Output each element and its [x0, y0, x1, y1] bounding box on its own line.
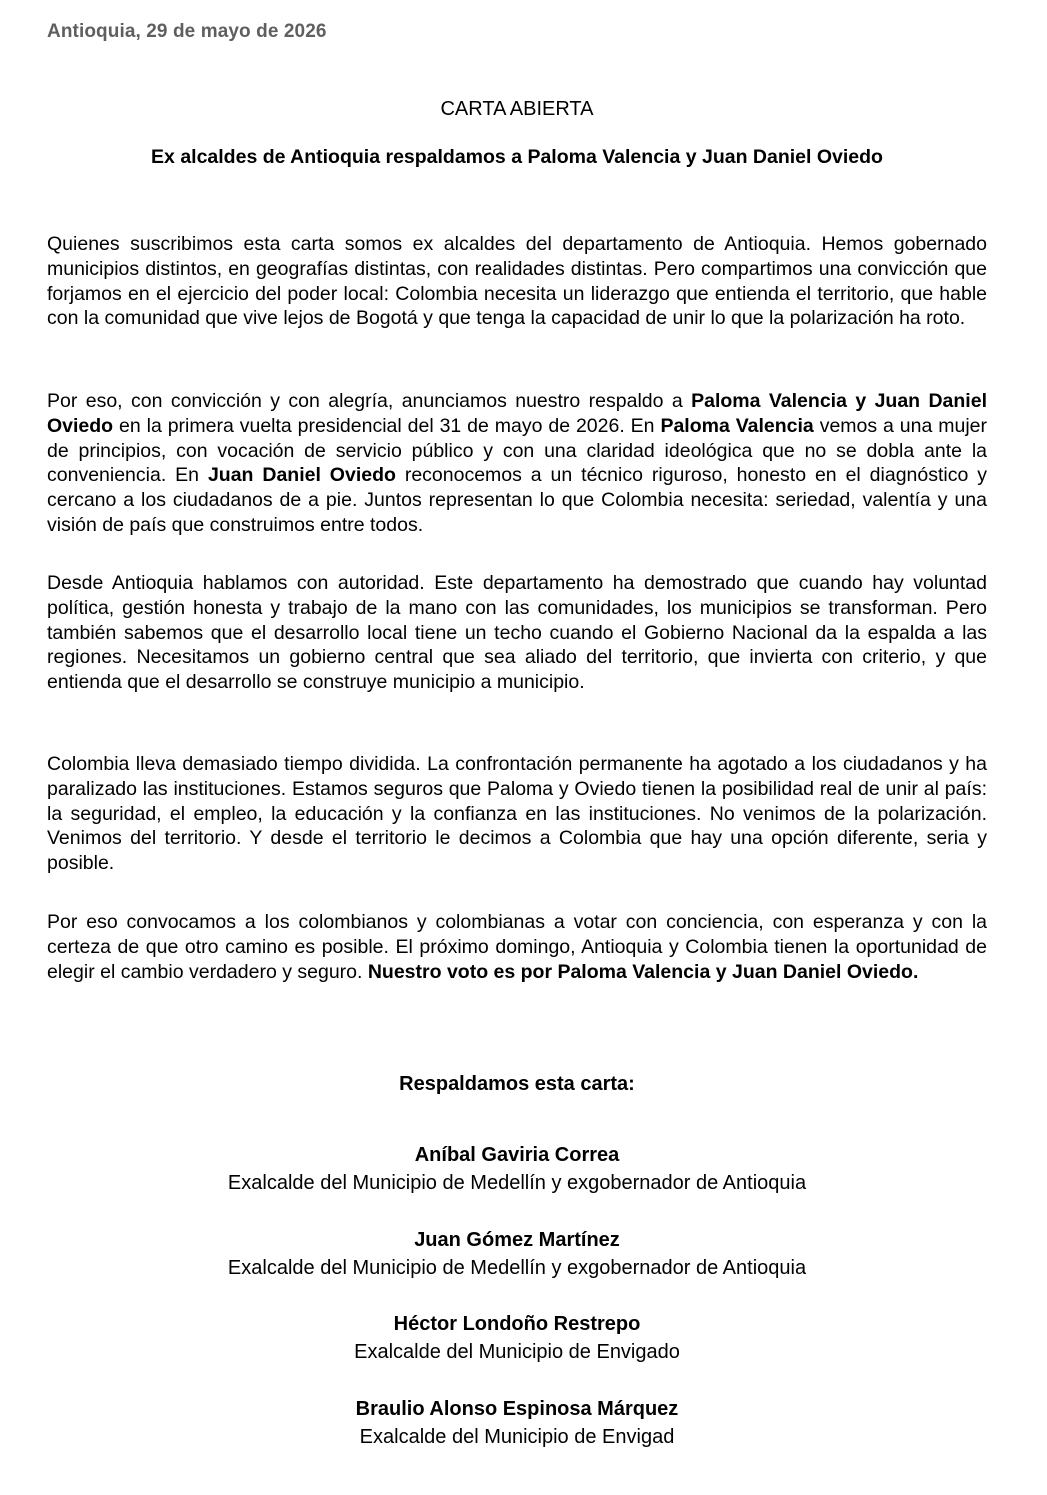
signatory-name: Aníbal Gaviria Correa: [414, 1144, 620, 1166]
candidate-oviedo-bold: Juan Daniel Oviedo: [207, 464, 396, 487]
paragraph-2-text: vemos a una mujer de principios, con vocación de servicio público y con una claridad ideológica que no se dobla ante la conveniencia. En: [47, 414, 987, 487]
paragraph-1: Quienes suscribimos esta carta somos ex alcaldes del departamento de Antioquia. Hemos gobernado municipios distintos, en geografías distintas, con realidades distintas. Pero compartimos una convicción que forjamos en el ejercicio del poder local: Colombia necesita un liderazgo que entienda el territorio, que hable con la comunidad que vive lejos de Bogotá y que tenga la capacidad de unir lo que la polarización ha roto.: [47, 233, 987, 330]
signatory-role: Exalcalde del Municipio de Medellín y exgobernador de Antioquia: [227, 1172, 807, 1194]
paragraph-2-text: reconocemos a un técnico riguroso, honesto en el diagnóstico y cercano a los ciudadanos de a pie. Juntos representan lo que Colombia necesita: seriedad, valentía y una visión de país que construimos entre todos.: [47, 464, 987, 536]
paragraph-2: [47, 389, 987, 538]
signatory-role: Exalcalde del Municipio de Envigado: [354, 1341, 680, 1363]
candidates-bold: Paloma Valencia y Juan Daniel Oviedo: [47, 390, 987, 437]
signatory-name: Braulio Alonso Espinosa Márquez: [355, 1398, 679, 1420]
signature-block: [0, 1395, 1034, 1451]
signature-block: [0, 1226, 1034, 1282]
dateline: Antioquia, 29 de mayo de 2026: [47, 21, 327, 42]
signature-block: [0, 1310, 1034, 1366]
signatures-heading: Respaldamos esta carta:: [399, 1073, 635, 1095]
letter-subtitle: Ex alcaldes de Antioquia respaldamos a Paloma Valencia y Juan Daniel Oviedo: [151, 146, 883, 168]
paragraph-4: Colombia lleva demasiado tiempo dividida. La confrontación permanente ha agotado a los ciudadanos y ha paralizado las instituciones. Estamos seguros que Paloma y Oviedo tienen la posibilidad real de unir al país: la seguridad, el empleo, la educación y la confianza en las instituciones. No venimos de la polarización. Venimos del territorio. Y desde el territorio le decimos a Colombia que hay una opción diferente, seria y posible.: [47, 753, 987, 875]
paragraph-2-text: en la primera vuelta presidencial del 31 de mayo de 2026. En: [113, 414, 661, 437]
paragraph-2-text: Por eso, con convicción y con alegría, anunciamos nuestro respaldo a: [47, 390, 692, 412]
vote-statement-bold: Nuestro voto es por Paloma Valencia y Juan Daniel Oviedo.: [367, 960, 919, 983]
signatory-role: Exalcalde del Municipio de Medellín y exgobernador de Antioquia: [227, 1257, 807, 1279]
paragraph-5: [47, 910, 987, 984]
paragraph-5-text: Por eso convocamos a los colombianos y colombianas a votar con conciencia, con esperanza y con la certeza de que otro camino es posible. El próximo domingo, Antioquia y Colombia tienen la oportunidad de elegir el cambio verdadero y seguro.: [47, 911, 987, 983]
signatory-name: Juan Gómez Martínez: [414, 1229, 620, 1251]
signature-block: [0, 1141, 1034, 1197]
signatory-name: Héctor Londoño Restrepo: [393, 1313, 641, 1335]
paragraph-3: Desde Antioquia hablamos con autoridad. Este departamento ha demostrado que cuando hay voluntad política, gestión honesta y trabajo de la mano con las comunidades, los municipios se transforman. Pero también sabemos que el desarrollo local tiene un techo cuando el Gobierno Nacional da la espalda a las regiones. Necesitamos un gobierno central que sea aliado del territorio, que invierta con criterio, y que entienda que el desarrollo se construye municipio a municipio.: [47, 572, 987, 694]
candidate-valencia-bold: Paloma Valencia: [660, 414, 814, 437]
signatory-role: Exalcalde del Municipio de Envigad: [359, 1426, 675, 1448]
letter-title: CARTA ABIERTA: [440, 98, 594, 120]
